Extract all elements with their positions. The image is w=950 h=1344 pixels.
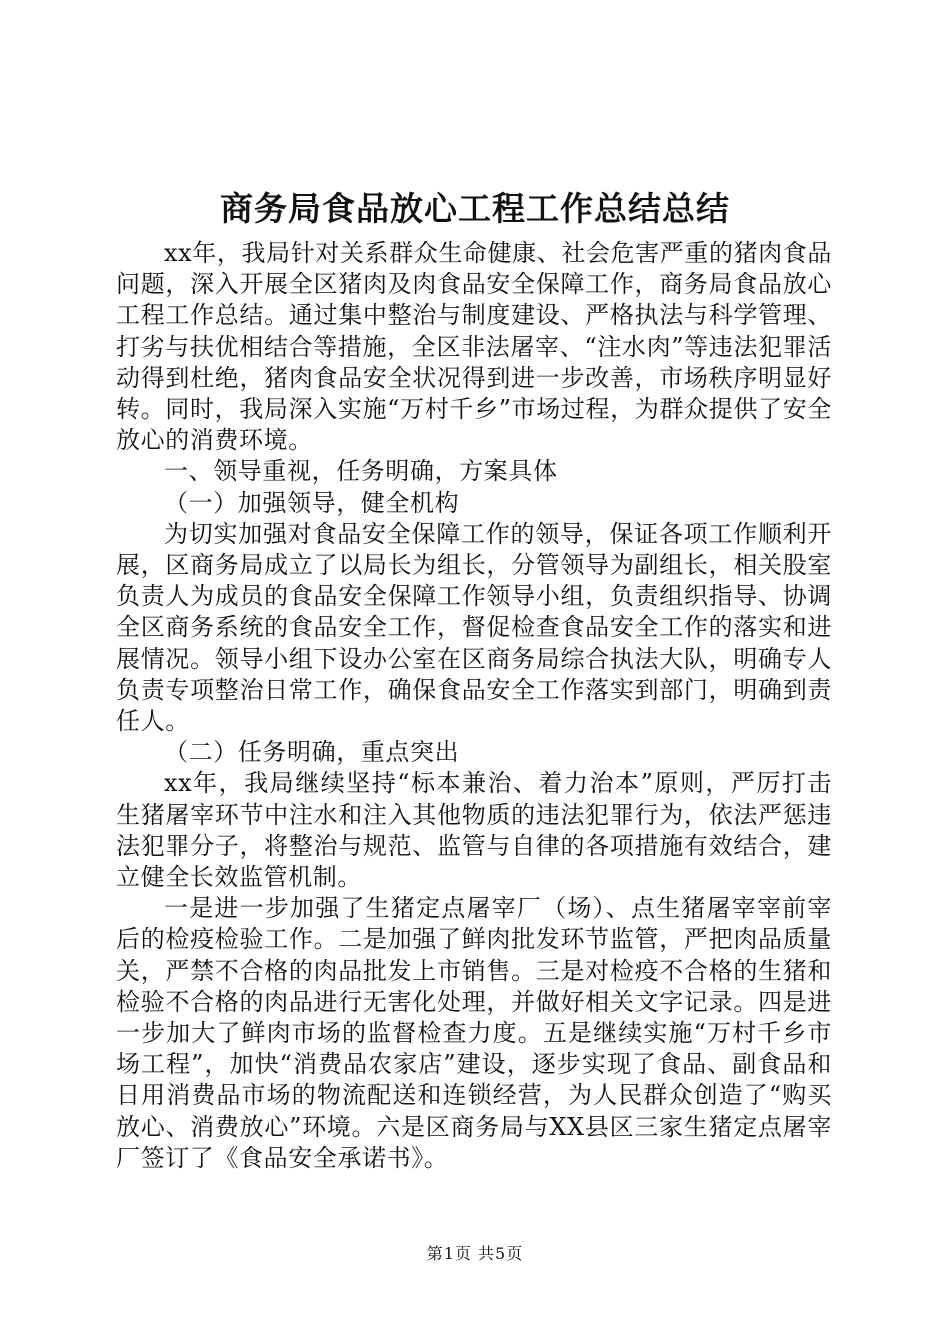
document-body [116,238,832,1174]
page-number: 第1页 共5页 [426,1244,524,1263]
paragraph-leadership: 为切实加强对食品安全保障工作的领导，保证各项工作顺利开展，区商务局成立了以局长为组长，分管领导为副组长，相关股室负责人为成员的食品安全保障工作领导小组，负责组织指导、协调全区商务系统的食品安全工作，督促检查食品安全工作的落实和进展情况。领导小组下设办公室在区商务局综合执法大队，明确专人负责专项整治日常工作，确保食品安全工作落实到部门，明确到责任人。 [116,519,832,736]
subsection-heading-1: （一）加强领导，健全机构 [164,488,460,517]
section-heading-1: 一、领导重视，任务明确，方案具体 [164,457,558,486]
subsection-heading-2: （二）任务明确，重点突出 [164,738,460,767]
paragraph-intro: xx年，我局针对关系群众生命健康、社会危害严重的猪肉食品问题，深入开展全区猪肉及肉食品安全保障工作，商务局食品放心工程工作总结。通过集中整治与制度建设、严格执法与科学管理、打劣与扶优相结合等措施，全区非法屠宰、“注水肉”等违法犯罪活动得到杜绝，猪肉食品安全状况得到进一步改善，市场秩序明显好转。同时，我局深入实施“万村千乡”市场过程，为群众提供了安全放心的消费环境。 [116,239,832,455]
paragraph-principles: xx年，我局继续坚持“标本兼治、着力治本”原则，严厉打击生猪屠宰环节中注水和注入其他物质的违法犯罪行为，依法严惩违法犯罪分子，将整治与规范、监管与自律的各项措施有效结合，建立健全长效监管机制。 [116,769,832,892]
paragraph-measures: 一是进一步加强了生猪定点屠宰厂（场）、点生猪屠宰宰前宰后的检疫检验工作。二是加强了鲜肉批发环节监管，严把肉品质量关，严禁不合格的肉品批发上市销售。三是对检疫不合格的生猪和检验不合格的肉品进行无害化处理，并做好相关文字记录。四是进一步加大了鲜肉市场的监督检查力度。五是继续实施“万村千乡市场工程”，加快“消费品农家店”建设，逐步实现了食品、副食品和日用消费品市场的物流配送和连锁经营，为人民群众创造了“购买放心、消费放心”环境。六是区商务局与XX县区三家生猪定点屠宰厂签订了《食品安全承诺书》。 [116,894,832,1172]
document-title: 商务局食品放心工程工作总结总结 [220,189,730,228]
